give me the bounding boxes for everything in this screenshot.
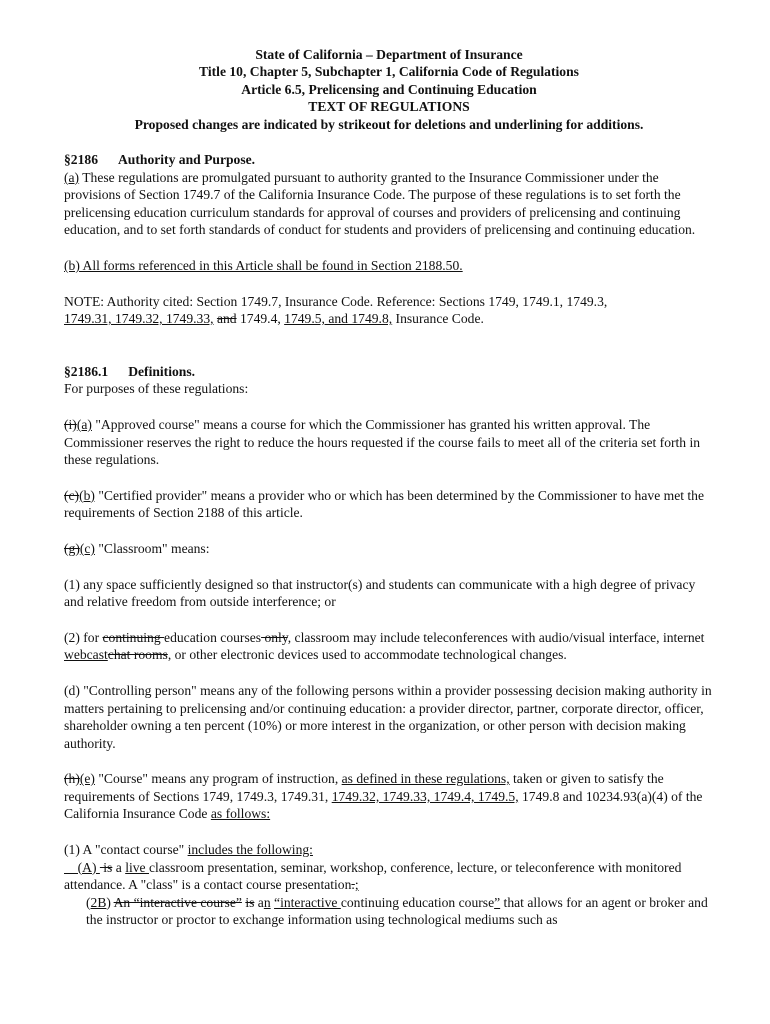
classroom-item-2: (2) for continuing education courses only, classroom may include teleconferences with audio/visual interface, internet webcastchat rooms, or other electronic devices used to accommodate technological changes. xyxy=(64,629,705,663)
section-title: Definitions. xyxy=(128,363,196,379)
label-a-added: (a) xyxy=(64,169,80,185)
contact-course-item-a: (A) is a live classroom presentation, seminar, workshop, conference, lecture, or teleconference with monitored attendance. A "class" is a contact course presentation.; xyxy=(64,859,682,893)
header-line-agency: State of California – Department of Insurance xyxy=(255,47,523,62)
section-number: §2186.1 xyxy=(64,363,109,379)
section-title: Authority and Purpose. xyxy=(117,152,256,168)
paragraph-2186-a: (a) These regulations are promulgated pursuant to authority granted to the Insurance Commissioner under the provisions of Section 1749.7 of the California Insurance Code. The purpose of these regulations is to set forth the prelicensing education curriculum standards for approval of courses and providers of prelicensing and continuing education, and to set forth standards of conduct for students and providers of prelicensing and continuing education. xyxy=(64,169,696,238)
definition-course: (h)(e) "Course" means any program of instruction, as defined in these regulations, taken or given to satisfy the requirements of Sections 1749, 1749.3, 1749.31, 1749.32, 1749.33, 1749.4, 1749.5, 1749.8 and 10234.93(a)(4) of the California Insurance Code as follows: xyxy=(64,771,703,822)
header-line-text-of-regulations: TEXT OF REGULATIONS xyxy=(308,99,470,115)
section-number: §2186 xyxy=(64,152,98,168)
definitions-intro: For purposes of these regulations: xyxy=(64,381,249,397)
contact-course-definition: (1) A "contact course" includes the following: xyxy=(64,842,313,858)
definition-certified-provider: (c)(b) "Certified provider" means a provider who or which has been determined by the Commissioner to have met the requirements of Section 2188 of this article. xyxy=(64,487,705,521)
header-line-article: Article 6.5, Prelicensing and Continuing Education xyxy=(241,81,537,97)
paragraph-2186-b: (b) All forms referenced in this Article shall be found in Section 2188.50. xyxy=(64,258,463,273)
definition-approved-course: (i)(a) "Approved course" means a course for which the Commissioner has granted his written approval. The Commissioner reserves the right to reduce the hours requested if the course fails to meet all of the criteria set forth in these regulations. xyxy=(64,416,701,468)
header-line-instructions: Proposed changes are indicated by strikeout for deletions and underlining for additions. xyxy=(134,116,644,132)
section-2186-heading xyxy=(64,151,714,169)
document-page xyxy=(64,46,714,929)
document-header xyxy=(64,46,714,133)
section-2186-1-heading xyxy=(64,363,714,381)
definition-classroom: (g)(c) "Classroom" means: xyxy=(64,540,210,556)
classroom-item-1: (1) any space sufficiently designed so that instructor(s) and students can communicate with a high degree of privacy and relative freedom from outside interference; or xyxy=(64,576,696,610)
definition-controlling-person: (d) "Controlling person" means any of the following persons within a provider possessing decision making authority in matters pertaining to prelicensing and/or continuing education: a provider director, partner, corporate director, officer, shareholder owning a ten percent (10%) or more interest in the organization, or other person with decision making authority. xyxy=(64,682,712,751)
header-line-title: Title 10, Chapter 5, Subchapter 1, California Code of Regulations xyxy=(199,64,579,80)
contact-course-item-b: (2B) An “interactive course” is an “interactive continuing education course” that allows for an agent or broker and the instructor or proctor to exchange information using technological mediums such as xyxy=(86,894,708,928)
note-2186: NOTE: Authority cited: Section 1749.7, Insurance Code. Reference: Sections 1749, 1749.1, 1749.3, 1749.31, 1749.32, 1749.33, and 1749.4, 1749.5, and 1749.8, Insurance Code. xyxy=(64,293,608,327)
